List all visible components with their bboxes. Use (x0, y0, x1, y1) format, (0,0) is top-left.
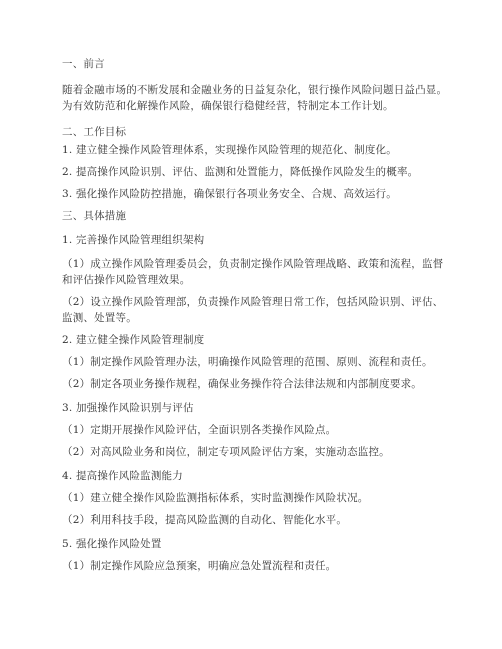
section-heading-preface: 一、前言 (62, 58, 105, 70)
paragraph-line: （1）成立操作风险管理委员会，负责制定操作风险管理战略、政策和流程，监督 (62, 258, 444, 270)
paragraph-line: （2）设立操作风险管理部，负责操作风险管理日常工作，包括风险识别、评估、 (62, 296, 444, 308)
list-item: 2. 提高操作风险识别、评估、监测和处置能力，降低操作风险发生的概率。 (62, 166, 419, 178)
list-item: 3. 强化操作风险防控措施，确保银行各项业务安全、合规、高效运行。 (62, 188, 397, 200)
paragraph-line: （2）利用科技手段，提高风险监测的自动化、智能化水平。 (62, 514, 348, 526)
paragraph-line: （2）对高风险业务和岗位，制定专项风险评估方案，实施动态监控。 (62, 446, 390, 458)
subsection-heading: 4. 提高操作风险监测能力 (62, 470, 183, 482)
list-item: 1. 建立健全操作风险管理体系，实现操作风险管理的规范化、制度化。 (62, 144, 397, 156)
subsection-heading: 3. 加强操作风险识别与评估 (62, 402, 194, 414)
section-heading-measures: 三、具体措施 (62, 210, 127, 222)
paragraph-line: （1）制定操作风险应急预案，明确应急处置流程和责任。 (62, 560, 337, 572)
subsection-heading: 5. 强化操作风险处置 (62, 538, 162, 550)
paragraph-line: 随着金融市场的不断发展和金融业务的日益复杂化，银行操作风险问题日益凸显。 (62, 84, 448, 96)
subsection-heading: 1. 完善操作风险管理组织架构 (62, 234, 205, 246)
paragraph-line: （2）制定各项业务操作规程，确保业务操作符合法律法规和内部制度要求。 (62, 378, 422, 390)
paragraph-line: 监测、处置等。 (62, 312, 137, 324)
paragraph-line: （1）制定操作风险管理办法，明确操作风险管理的范围、原则、流程和责任。 (62, 356, 433, 368)
section-heading-goals: 二、工作目标 (62, 126, 127, 138)
paragraph-line: （1）建立健全操作风险监测指标体系，实时监测操作风险状况。 (62, 492, 369, 504)
paragraph-line: 为有效防范和化解操作风险，确保银行稳健经营，特制定本工作计划。 (62, 100, 394, 112)
paragraph-line: （1）定期开展操作风险评估，全面识别各类操作风险点。 (62, 424, 337, 436)
paragraph-line: 和评估操作风险管理效果。 (62, 274, 191, 286)
subsection-heading: 2. 建立健全操作风险管理制度 (62, 334, 205, 346)
